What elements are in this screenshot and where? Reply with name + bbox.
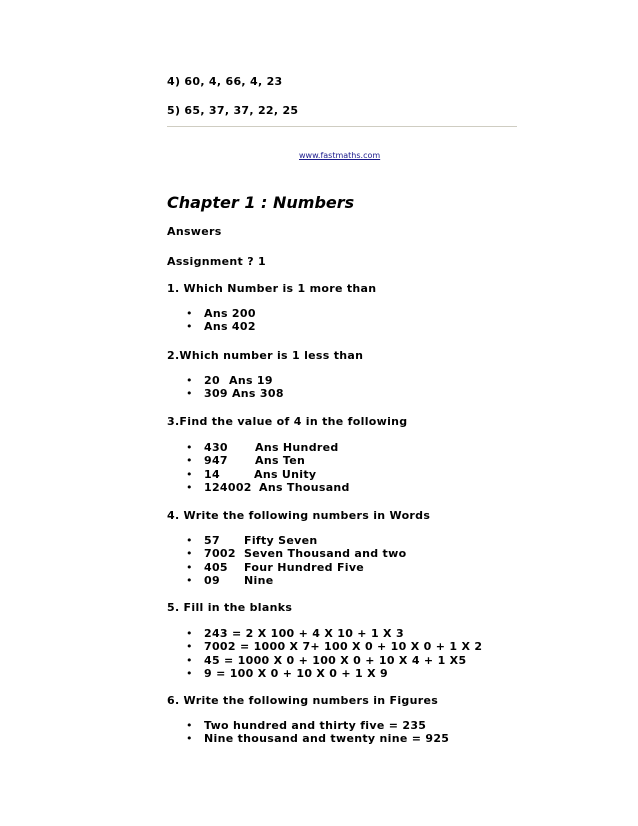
bullet-icon: • xyxy=(186,560,193,574)
bullet-icon: • xyxy=(186,374,193,387)
bullet-icon: • xyxy=(186,719,193,732)
website-link[interactable]: www.fastmaths.com xyxy=(299,151,381,160)
chapter-title: Chapter 1 : Numbers xyxy=(167,193,355,212)
question-6: 6. Write the following numbers in Figures xyxy=(167,694,439,707)
bullet-icon: • xyxy=(186,480,193,494)
question-2: 2.Which number is 1 less than xyxy=(167,349,364,362)
bullet-icon: • xyxy=(186,732,193,746)
bullet-icon: • xyxy=(186,573,193,587)
bullet-icon: • xyxy=(186,666,193,680)
bullet-icon: • xyxy=(186,627,193,640)
bullet-icon: • xyxy=(186,547,193,561)
bullet-icon: • xyxy=(186,387,193,401)
question-3: 3.Find the value of 4 in the following xyxy=(167,415,408,428)
horizontal-divider xyxy=(167,126,517,127)
answers-heading: Answers xyxy=(167,225,222,238)
sequence-line-4: 4) 60, 4, 66, 4, 23 xyxy=(167,75,283,88)
bullet-icon: • xyxy=(186,307,193,320)
bullet-icon: • xyxy=(186,653,193,667)
document-page: 4) 60, 4, 66, 4, 23 5) 65, 37, 37, 22, 25 www.fastmaths.com Chapter 1 : Numbers Answers Assignment ? 1 1. Which Number is 1 more than • Ans 200 • Ans 402 2.Which number is 1 less than • 20 Ans 19 • 309 Ans 308 3.Find the value of 4 in the following • 430 Ans Hundred • 947 Ans Ten • 14 Ans Unity • 124002 Ans Thousand 4. Write the following numbers in Words • 57 Fifty Seven • 7002 Seven Thousand and two • 405 Four Hundred Five • 09 Nine 5. Fill in the blanks • 243 = 2 X 100 + 4 X 10 + 1 X 3 • 7002 = 1000 X 7+ 100 X 0 + 10 X 0 + 1 X 2 • 45 = 1000 X 0 + 100 X 0 + 10 X 4 + 1 X5 • 9 = 100 X 0 + 10 X 0 + 1 X 9 6. Write the following numbers in Figures • Two hundred and thirty five = 235 • Nine thousand and twenty nine = 925 xyxy=(0,0,638,826)
bullet-icon: • xyxy=(186,441,193,454)
question-5: 5. Fill in the blanks xyxy=(167,601,293,614)
sequence-line-5: 5) 65, 37, 37, 22, 25 xyxy=(167,104,299,117)
bullet-icon: • xyxy=(186,534,193,547)
bullet-icon: • xyxy=(186,320,193,334)
bullet-icon: • xyxy=(186,467,193,481)
question-1: 1. Which Number is 1 more than xyxy=(167,282,377,295)
assignment-heading: Assignment ? 1 xyxy=(167,255,266,268)
question-4: 4. Write the following numbers in Words xyxy=(167,509,431,522)
bullet-icon: • xyxy=(186,640,193,654)
bullet-icon: • xyxy=(186,454,193,468)
